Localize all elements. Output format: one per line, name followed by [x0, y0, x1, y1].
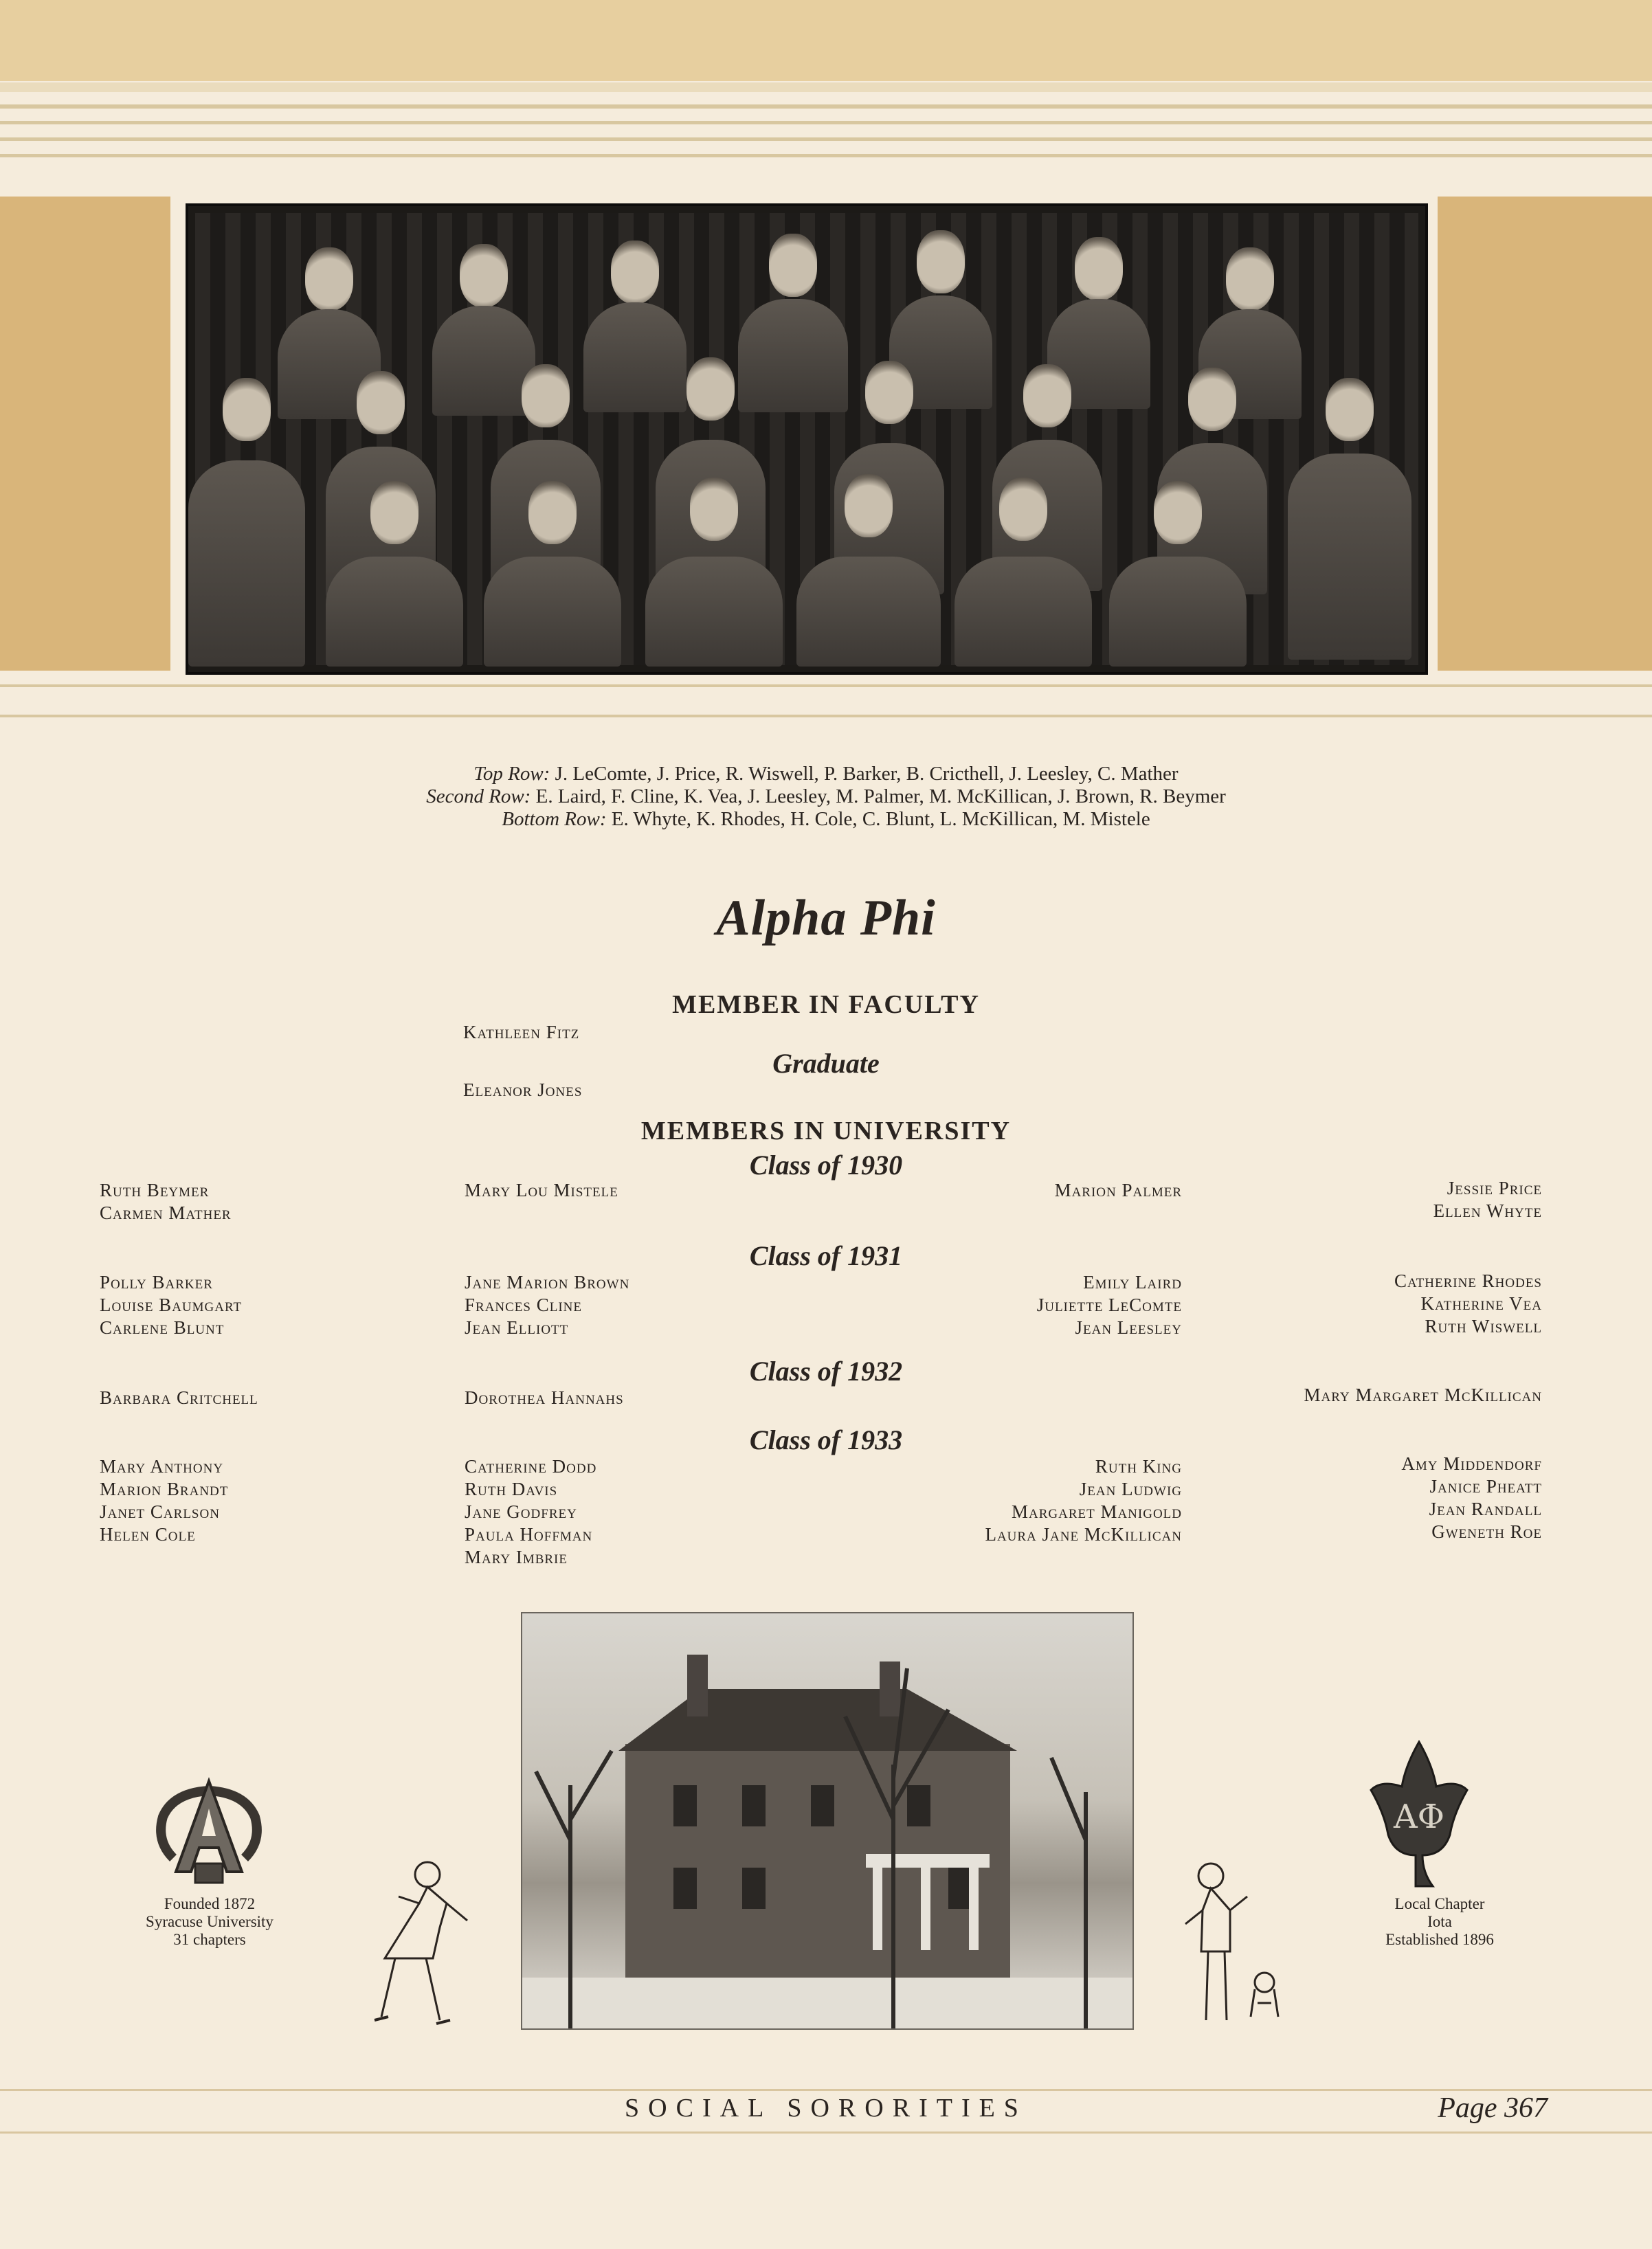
top-rule-3: [0, 121, 1652, 124]
member-name: Polly Barker: [100, 1272, 213, 1293]
class-1933-col3: [985, 1455, 1182, 1546]
chapter-house-photo: [521, 1612, 1134, 2030]
page-number: Page 367: [1438, 2092, 1548, 2124]
flapper-with-dog-illustration: [1182, 1855, 1292, 2027]
photo-person: [188, 378, 305, 667]
class-1933-col2: [465, 1455, 596, 1569]
class-1930-col3: [1055, 1179, 1182, 1202]
member-name: Carmen Mather: [100, 1202, 232, 1223]
member-name: Barbara Critchell: [100, 1387, 258, 1408]
class-1931-col4: [1394, 1270, 1542, 1338]
member-name: Mary Anthony: [100, 1456, 224, 1477]
photo-person: [1288, 378, 1411, 660]
class-1932-col1: [100, 1387, 258, 1409]
member-name: Jean Leesley: [1075, 1317, 1182, 1338]
member-name: Helen Cole: [100, 1524, 196, 1545]
member-name: Catherine Rhodes: [1394, 1271, 1542, 1291]
graduate-name: Eleanor Jones: [463, 1079, 583, 1100]
member-name: Janice Pheatt: [1429, 1476, 1542, 1497]
member-name: Amy Middendorf: [1401, 1453, 1542, 1474]
photo-person: [955, 478, 1092, 667]
faculty-heading: MEMBER IN FACULTY: [672, 990, 980, 1019]
member-name: Marion Brandt: [100, 1479, 229, 1499]
class-1933-heading: Class of 1933: [749, 1424, 903, 1455]
member-name: Ruth King: [1095, 1456, 1182, 1477]
member-name: Carlene Blunt: [100, 1317, 225, 1338]
member-name: Catherine Dodd: [465, 1456, 597, 1477]
member-name: Jean Ludwig: [1079, 1479, 1182, 1499]
right-side-block: [1438, 197, 1652, 671]
footer-rule-bottom: [0, 2131, 1652, 2134]
caption-second-row: Second Row: E. Laird, F. Cline, K. Vea, J. Leesley, M. Palmer, M. McKillican, J. Brown, R. Beymer: [426, 785, 1226, 807]
member-name: Mary Lou Mistele: [465, 1180, 618, 1200]
alpha-phi-ivy-leaf-icon: [1368, 1738, 1471, 1890]
top-rule-1: [0, 82, 1652, 92]
class-1931-col2: [465, 1271, 629, 1339]
group-photo: [186, 203, 1428, 675]
class-1933-col1: [100, 1455, 228, 1546]
alpha-omega-crest-icon: [153, 1776, 265, 1886]
class-1930-col2: [465, 1179, 618, 1202]
top-rule-4: [0, 137, 1652, 141]
photo-person: [326, 481, 463, 667]
class-1933-col4: [1401, 1453, 1542, 1543]
class-1932-heading: Class of 1932: [749, 1356, 903, 1387]
class-1931-col1: [100, 1271, 242, 1339]
member-name: Jane Godfrey: [465, 1501, 577, 1522]
class-1931-col3: [1037, 1271, 1182, 1339]
photo-rule-1: [0, 684, 1652, 687]
founded-text: Founded 1872 Syracuse University 31 chapters: [146, 1895, 274, 1948]
photo-rule-2: [0, 715, 1652, 717]
page-title: Alpha Phi: [716, 890, 936, 946]
member-name: Jessie Price: [1447, 1178, 1542, 1198]
left-side-block: [0, 197, 170, 671]
graduate-heading: Graduate: [772, 1048, 880, 1079]
faculty-name: Kathleen Fitz: [463, 1022, 580, 1042]
photo-person: [796, 474, 941, 667]
class-1930-heading: Class of 1930: [749, 1150, 903, 1181]
member-name: Frances Cline: [465, 1295, 582, 1315]
top-rule-5: [0, 154, 1652, 157]
caption-top-row: Top Row: J. LeComte, J. Price, R. Wiswell, P. Barker, B. Cricthell, J. Leesley, C. Mather: [473, 763, 1179, 785]
class-1930-col1: [100, 1179, 232, 1224]
member-name: Ellen Whyte: [1433, 1200, 1542, 1221]
member-name: Ruth Wiswell: [1425, 1316, 1542, 1336]
member-name: Margaret Manigold: [1011, 1501, 1182, 1522]
class-1932-col2: [465, 1387, 624, 1409]
member-name: Janet Carlson: [100, 1501, 220, 1522]
member-name: Louise Baumgart: [100, 1295, 243, 1315]
member-name: Ruth Davis: [465, 1479, 558, 1499]
class-1930-col4: [1433, 1177, 1542, 1222]
member-name: Juliette LeComte: [1036, 1295, 1182, 1315]
member-name: Paula Hoffman: [465, 1524, 593, 1545]
university-heading: MEMBERS IN UNIVERSITY: [640, 1117, 1012, 1145]
local-chapter-text: Local Chapter Iota Established 1896: [1385, 1895, 1494, 1948]
photo-person: [1109, 481, 1247, 667]
photo-person: [645, 478, 783, 667]
flapper-girl-illustration: [364, 1855, 474, 2027]
top-rule-2: [0, 104, 1652, 109]
footer-rule-top: [0, 2089, 1652, 2091]
member-name: Jean Elliott: [465, 1317, 569, 1338]
member-name: Jane Marion Brown: [465, 1272, 630, 1293]
member-name: Dorothea Hannahs: [465, 1387, 624, 1408]
member-name: Mary Margaret McKillican: [1304, 1385, 1542, 1405]
photo-person: [484, 481, 621, 667]
class-1932-col4: [1304, 1384, 1542, 1407]
member-name: Mary Imbrie: [465, 1547, 568, 1567]
member-name: Marion Palmer: [1054, 1180, 1182, 1200]
member-name: Laura Jane McKillican: [985, 1524, 1182, 1545]
member-name: Gweneth Roe: [1431, 1521, 1542, 1542]
svg-text:ΑΦ: ΑΦ: [1393, 1798, 1445, 1836]
member-name: Emily Laird: [1083, 1272, 1182, 1293]
member-name: Ruth Beymer: [100, 1180, 210, 1200]
top-band: [0, 0, 1652, 81]
footer-section-title: SOCIAL SORORITIES: [625, 2094, 1027, 2123]
class-1931-heading: Class of 1931: [749, 1240, 903, 1271]
caption-bottom-row: Bottom Row: E. Whyte, K. Rhodes, H. Cole, C. Blunt, L. McKillican, M. Mistele: [502, 808, 1150, 830]
member-name: Jean Randall: [1429, 1499, 1542, 1519]
member-name: Katherine Vea: [1420, 1293, 1542, 1314]
